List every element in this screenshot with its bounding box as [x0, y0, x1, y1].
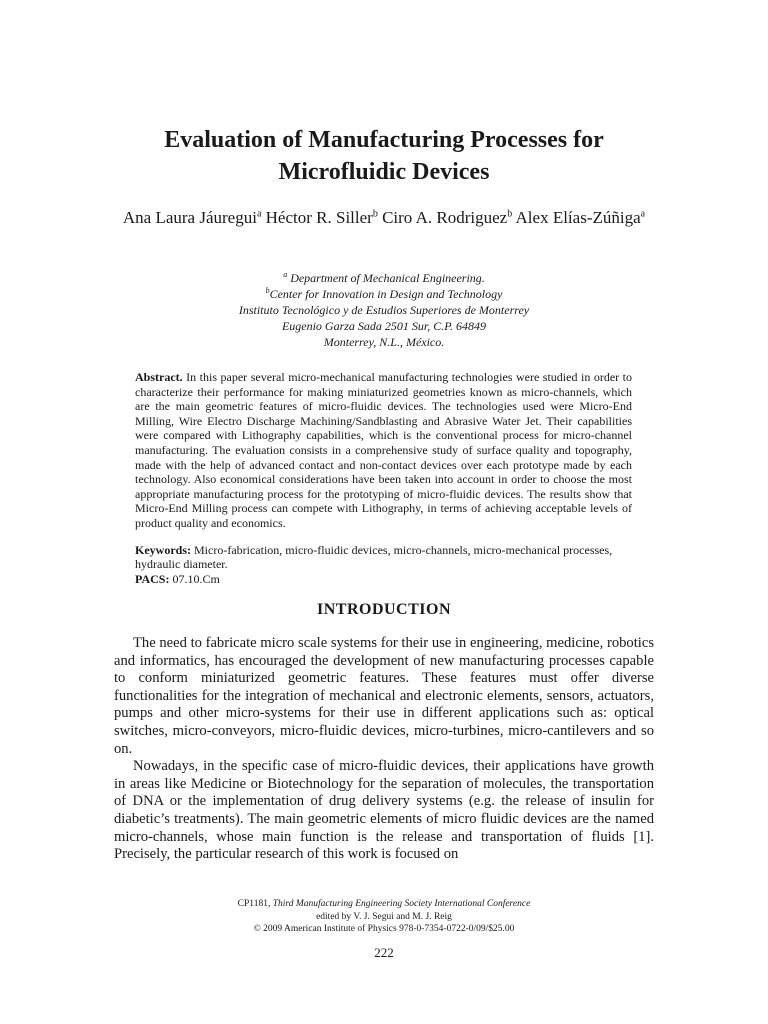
- affiliation-text: Center for Innovation in Design and Technology: [269, 287, 503, 301]
- abstract: [135, 370, 632, 531]
- institute-address: Eugenio Garza Sada 2501 Sur, C.P. 64849: [281, 319, 487, 333]
- affiliation-mark: a: [283, 270, 288, 279]
- author-name: Alex Elías-Zúñiga: [515, 208, 641, 227]
- author-affiliation-mark: b: [372, 208, 378, 220]
- footer-editors: edited by V. J. Segui and M. J. Reig: [316, 911, 452, 922]
- institute-city: Monterrey, N.L., México.: [323, 335, 445, 349]
- affiliations: [0, 270, 768, 350]
- author-name: Héctor R. Siller: [265, 208, 373, 227]
- keywords-line: [135, 543, 632, 572]
- abstract-label: Abstract.: [135, 370, 183, 384]
- section-heading: INTRODUCTION: [316, 601, 451, 618]
- keywords-block: [135, 543, 632, 586]
- keywords-text: Micro-fabrication, micro-fluidic devices, micro-channels, micro-mechanical processes, hydraulic diameter.: [135, 543, 613, 572]
- paper-title: [0, 124, 768, 188]
- institute-name: Instituto Tecnológico y de Estudios Superiores de Monterrey: [238, 303, 530, 317]
- footer-copyright: © 2009 American Institute of Physics 978-0-7354-0722-0/09/$25.00: [253, 924, 515, 934]
- author-affiliation-mark: b: [507, 208, 513, 220]
- author-name: Ana Laura Jáuregui: [122, 208, 257, 227]
- author-affiliation-mark: a: [256, 208, 262, 220]
- pacs-label: PACS:: [135, 571, 170, 586]
- page-number: 222: [374, 945, 394, 960]
- footer-conf-name: Third Manufacturing Engineering Society International Conference: [272, 899, 531, 909]
- affiliation-a: [0, 270, 768, 286]
- body-paragraph: Nowadays, in the specific case of micro-fluidic devices, their applications have growth in areas like Medicine or Biotechnology for the separation of molecules, the transportation of DNA or the implementation of drug delivery systems (e.g. the release of insulin for diabetic’s treatments). The main geometric elements of micro fluidic devices are the named micro-channels, whose main function is the release and transportation of fluids [1]. Precisely, the particular research of this work is focused on: [114, 758, 654, 863]
- body-paragraph: The need to fabricate micro scale systems for their use in engineering, medicine, robotics and informatics, has encouraged the development of new manufacturing processes capable to conform miniaturized geometric features. These features must offer diverse functionalities for the integration of mechanical and electronic elements, sensors, actuators, pumps and other micro-systems for their use in different applications such as: optical switches, micro-conveyors, micro-fluidic devices, micro-turbines, micro-cantilevers and so on.: [114, 635, 654, 757]
- affiliation-b: [0, 286, 768, 302]
- footer-conference: [0, 898, 768, 911]
- author-name: Ciro A. Rodriguez: [382, 208, 508, 227]
- abstract-text: In this paper several micro-mechanical manufacturing technologies were studied in order to characterize their performance for making miniaturized geometries known as micro-channels, which are the main geometric features of micro-fluidic devices. The technologies used were Micro-End Milling, Wire Electro Discharge Machining/Sandblasting and Abrasive Water Jet. Their capabilities were compared with Lithography capabilities, which is the conventional process for micro-channel manufacturing. The evaluation consists in a comprehensive study of surface quality and topography, made with the help of advanced contact and non-contact devices over each prototype made by each technology. Also economical considerations have been taken into account in order to choose the most appropriate manufacturing process for the prototyping of micro-fluidic devices. The results show that Micro-End Milling process can compete with Lithography, in terms of achieving acceptable levels of product quality and economics.: [135, 370, 632, 530]
- footer-conf-prefix: CP1181,: [237, 899, 271, 909]
- author-list: [100, 206, 668, 229]
- affiliation-text: Department of Mechanical Engineering.: [290, 271, 485, 285]
- pacs-line: [135, 572, 632, 586]
- pacs-value: 07.10.Cm: [172, 571, 220, 586]
- page-footer: [0, 898, 768, 936]
- affiliation-mark: b: [265, 286, 270, 295]
- title-line-1: Evaluation of Manufacturing Processes for: [164, 127, 604, 153]
- author-affiliation-mark: a: [640, 208, 646, 220]
- body-text: [114, 635, 654, 864]
- title-line-2: Microfluidic Devices: [278, 159, 490, 185]
- keywords-label: Keywords:: [135, 543, 191, 557]
